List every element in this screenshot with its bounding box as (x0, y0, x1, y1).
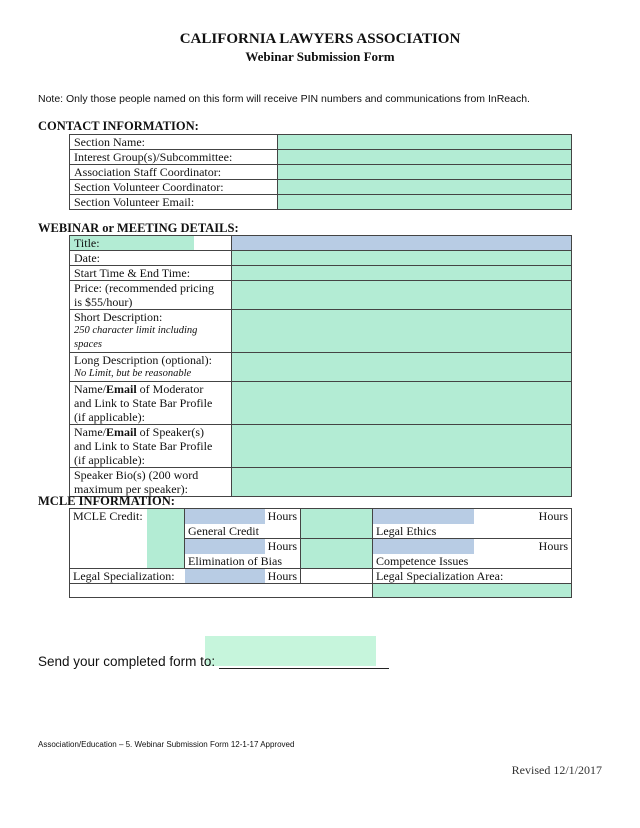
send-to-underline (219, 654, 389, 669)
note-text: Note: Only those people named on this form will receive PIN numbers and communications from InReach. (38, 93, 530, 105)
specialization-blank-cell (70, 584, 373, 598)
moderator-of-text: of Moderator (136, 382, 204, 396)
speaker-applicable-text: (if applicable): (74, 453, 145, 467)
webinar-heading: WEBINAR or MEETING DETAILS: (38, 221, 239, 235)
bio-label-line1: Speaker Bio(s) (200 word (74, 468, 199, 482)
revised-date: Revised 12/1/2017 (511, 763, 602, 777)
contact-label-volunteer-coordinator: Section Volunteer Coordinator: (70, 180, 278, 195)
contact-label-interest-group: Interest Group(s)/Subcommittee: (70, 150, 278, 165)
price-field[interactable] (232, 281, 572, 310)
short-desc-label (70, 310, 232, 353)
contact-label-staff-coordinator: Association Staff Coordinator: (70, 165, 278, 180)
moderator-email-text: Email (106, 382, 137, 396)
specialization-area-field[interactable] (373, 584, 572, 598)
price-label-line1: Price: (recommended pricing (74, 281, 214, 295)
date-label: Date: (70, 251, 232, 266)
bias-hours-label: Hours (265, 539, 301, 554)
ethics-hours-field[interactable] (373, 509, 474, 524)
contact-heading: CONTACT INFORMATION: (38, 119, 199, 133)
moderator-name-text: Name/ (74, 382, 106, 396)
moderator-applicable-text: (if applicable): (74, 410, 145, 424)
speaker-field[interactable] (232, 425, 572, 468)
speaker-email-text: Email (106, 425, 137, 439)
short-desc-field[interactable] (232, 310, 572, 353)
staff-coordinator-field[interactable] (278, 165, 572, 180)
legal-specialization-label: Legal Specialization: (70, 569, 185, 584)
speaker-name-text: Name/ (74, 425, 106, 439)
footer-doc-id: Association/Education – 5. Webinar Submission Form 12-1-17 Approved (38, 740, 295, 749)
contact-label-section-name: Section Name: (70, 135, 278, 150)
long-desc-field[interactable] (232, 353, 572, 382)
general-hours-field[interactable] (185, 509, 265, 524)
time-label: Start Time & End Time: (70, 266, 232, 281)
bias-extra-field[interactable] (301, 539, 373, 569)
ethics-hours-label: Hours (474, 509, 572, 524)
moderator-link-text: and Link to State Bar Profile (74, 396, 213, 410)
bio-label (70, 468, 232, 497)
short-desc-line1: Short Description: (74, 310, 163, 324)
contact-label-volunteer-email: Section Volunteer Email: (70, 195, 278, 210)
send-to-label: Send your completed form to: (38, 654, 216, 669)
title-label-cell (70, 236, 232, 251)
moderator-field[interactable] (232, 382, 572, 425)
competence-hours-label: Hours (474, 539, 572, 554)
form-title: Webinar Submission Form (245, 49, 395, 64)
bias-hours-field[interactable] (185, 539, 265, 554)
mcle-heading: MCLE INFORMATION: (38, 494, 175, 508)
volunteer-email-field[interactable] (278, 195, 572, 210)
competence-issues-label: Competence Issues (373, 554, 572, 569)
competence-hours-field[interactable] (373, 539, 474, 554)
long-desc-label (70, 353, 232, 382)
moderator-label (70, 382, 232, 425)
mcle-credit-label: MCLE Credit: (70, 509, 147, 569)
short-desc-hint: 250 character limit including spaces (74, 325, 198, 350)
time-field[interactable] (232, 266, 572, 281)
mcle-table (69, 508, 572, 598)
section-name-field[interactable] (278, 135, 572, 150)
general-hours-label: Hours (265, 509, 301, 524)
contact-table (69, 134, 572, 210)
legal-ethics-label: Legal Ethics (373, 524, 572, 539)
date-field[interactable] (232, 251, 572, 266)
speaker-label (70, 425, 232, 468)
mcle-credit-total-field[interactable] (147, 509, 185, 569)
title-label: Title: (70, 236, 194, 250)
general-credit-label: General Credit (185, 524, 301, 539)
specialization-spacer (301, 569, 373, 584)
specialization-hours-label: Hours (265, 569, 301, 584)
specialization-hours-field[interactable] (185, 569, 265, 584)
long-desc-hint: No Limit, but be reasonable (74, 368, 192, 379)
bio-label-line2: maximum per speaker): (74, 482, 188, 496)
general-extra-field[interactable] (301, 509, 373, 539)
speaker-of-text: of Speaker(s) (136, 425, 204, 439)
speaker-link-text: and Link to State Bar Profile (74, 439, 213, 453)
price-label-line2: is $55/hour) (74, 295, 133, 309)
interest-group-field[interactable] (278, 150, 572, 165)
org-title: CALIFORNIA LAWYERS ASSOCIATION (179, 31, 461, 47)
send-to-row (38, 654, 389, 669)
long-desc-line1: Long Description (optional): (74, 353, 212, 367)
title-field[interactable] (232, 236, 572, 251)
volunteer-coordinator-field[interactable] (278, 180, 572, 195)
price-label (70, 281, 232, 310)
bio-field[interactable] (232, 468, 572, 497)
webinar-table (69, 235, 572, 497)
specialization-area-label: Legal Specialization Area: (373, 569, 572, 584)
elimination-of-bias-label: Elimination of Bias (185, 554, 301, 569)
